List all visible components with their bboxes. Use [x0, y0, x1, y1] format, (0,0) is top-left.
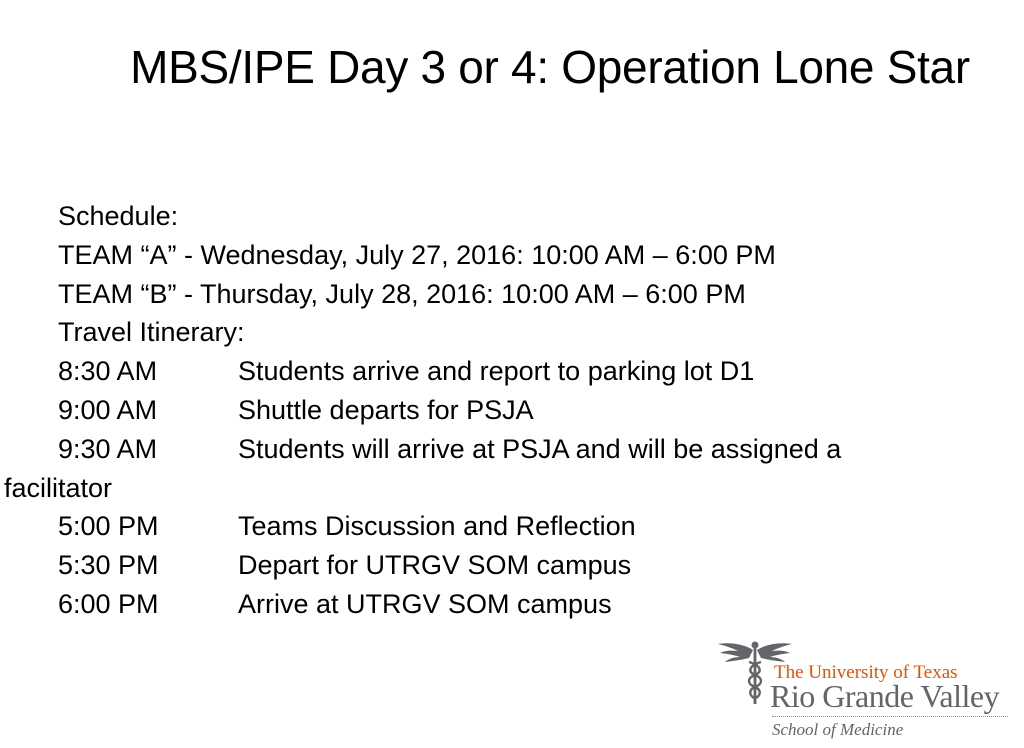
itinerary-text: Shuttle departs for PSJA: [238, 394, 534, 425]
logo-campus-name: Rio Grande Valley: [770, 678, 1000, 714]
slide-body: [0, 197, 1000, 624]
itinerary-text: Depart for UTRGV SOM campus: [238, 550, 632, 581]
itinerary-text: Teams Discussion and Reflection: [238, 511, 636, 542]
utrgv-som-logo: [716, 636, 1016, 744]
itinerary-item: [0, 507, 1000, 546]
itinerary-item: [0, 430, 1000, 469]
itinerary-text: Students arrive and report to parking lot D1: [238, 356, 755, 387]
logo-university-name: The University of Texas: [774, 662, 958, 683]
schedule-heading: Schedule:: [58, 201, 179, 231]
itinerary-time: 9:30 AM: [58, 433, 158, 464]
itinerary-item: [0, 546, 1000, 585]
logo-school-name: School of Medicine: [772, 720, 904, 739]
logo-divider: [772, 716, 1008, 717]
slide-title: MBS/IPE Day 3 or 4: Operation Lone Star: [130, 41, 970, 93]
itinerary-time: 5:00 PM: [58, 511, 159, 542]
itinerary-item: [0, 352, 1000, 391]
itinerary-time: 8:30 AM: [58, 356, 158, 387]
itinerary-text: Arrive at UTRGV SOM campus: [238, 588, 612, 619]
itinerary-item: [0, 585, 1000, 624]
itinerary-time: 6:00 PM: [58, 588, 159, 619]
itinerary-time: 9:00 AM: [58, 394, 158, 425]
itinerary-time: 5:30 PM: [58, 550, 159, 581]
schedule-team-a: TEAM “A” - Wednesday, July 27, 2016: 10:00 AM – 6:00 PM: [58, 239, 776, 270]
itinerary-item-continuation: facilitator: [4, 472, 113, 503]
itinerary-heading: Travel Itinerary:: [58, 317, 245, 348]
itinerary-item: [0, 391, 1000, 430]
schedule-team-b: TEAM “B” - Thursday, July 28, 2016: 10:00 AM – 6:00 PM: [58, 278, 746, 309]
itinerary-text: Students will arrive at PSJA and will be assigned a: [238, 433, 842, 464]
